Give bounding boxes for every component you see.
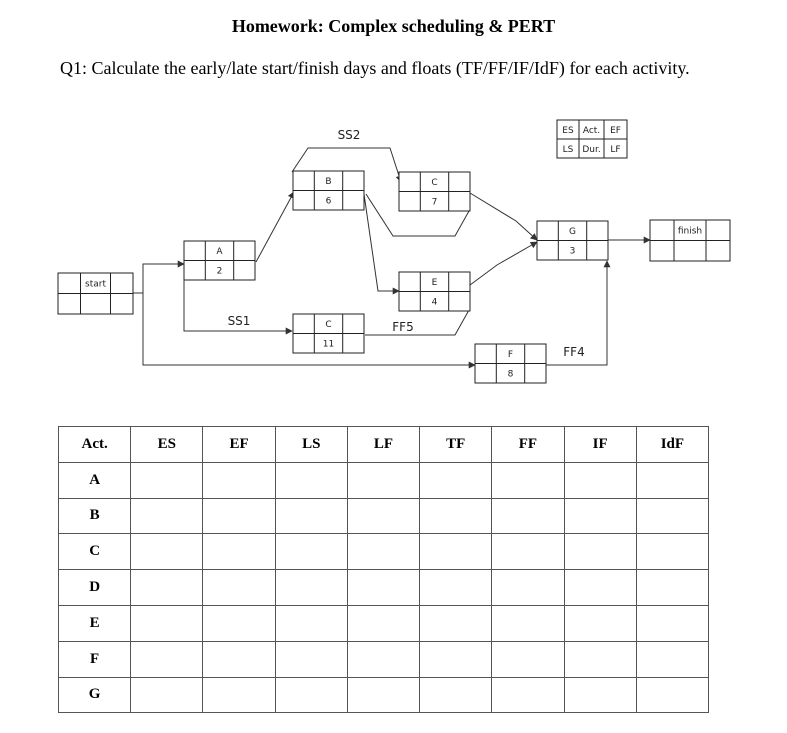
- value-cell: [420, 534, 492, 570]
- legend-lf: LF: [610, 145, 621, 155]
- value-cell: [275, 498, 347, 534]
- value-cell: [203, 605, 275, 641]
- node-duration: 4: [431, 297, 438, 308]
- value-cell: [347, 534, 419, 570]
- value-cell: [131, 498, 203, 534]
- node-label: finish: [677, 226, 703, 237]
- value-cell: [492, 462, 564, 498]
- value-cell: [420, 462, 492, 498]
- value-cell: [275, 462, 347, 498]
- node-label: E: [431, 277, 438, 288]
- value-cell: [492, 570, 564, 606]
- value-cell: [564, 498, 636, 534]
- value-cell: [275, 605, 347, 641]
- page-title: Homework: Complex scheduling & PERT: [231, 16, 556, 36]
- value-cell: [347, 570, 419, 606]
- relation-ff4-label: FF4: [563, 345, 585, 359]
- schedule-table: [58, 426, 709, 713]
- node-g: [537, 221, 608, 260]
- column-header-if: IF: [564, 427, 636, 463]
- value-cell: [420, 498, 492, 534]
- value-cell: [636, 462, 708, 498]
- value-cell: [131, 605, 203, 641]
- relation-ss2-label: SS2: [337, 128, 361, 142]
- table-header-row: [59, 427, 709, 463]
- node-a: [184, 241, 255, 280]
- value-cell: [275, 570, 347, 606]
- activity-cell: E: [59, 605, 131, 641]
- node-label: G: [569, 226, 576, 237]
- activity-cell: C: [59, 534, 131, 570]
- value-cell: [203, 498, 275, 534]
- value-cell: [203, 570, 275, 606]
- edge-e-g: [470, 242, 537, 285]
- value-cell: [275, 641, 347, 677]
- table-row: [59, 677, 709, 713]
- value-cell: [203, 534, 275, 570]
- legend-ef: EF: [610, 126, 621, 136]
- legend-act: Act.: [582, 126, 601, 136]
- value-cell: [564, 677, 636, 713]
- node-finish: [650, 220, 730, 261]
- column-header-ef: EF: [203, 427, 275, 463]
- edge-c-e-ff5: [365, 310, 469, 335]
- value-cell: [636, 498, 708, 534]
- table-row: [59, 534, 709, 570]
- legend-es: ES: [562, 126, 574, 136]
- value-cell: [564, 605, 636, 641]
- legend-node: [557, 120, 627, 158]
- value-cell: [275, 677, 347, 713]
- value-cell: [347, 498, 419, 534]
- activity-cell: D: [59, 570, 131, 606]
- value-cell: [564, 462, 636, 498]
- edge-c-g: [470, 193, 537, 240]
- node-duration: 8: [507, 369, 514, 380]
- value-cell: [203, 462, 275, 498]
- node-c-top: [399, 172, 470, 211]
- value-cell: [131, 462, 203, 498]
- value-cell: [203, 677, 275, 713]
- column-header-idf: IdF: [636, 427, 708, 463]
- value-cell: [347, 605, 419, 641]
- value-cell: [564, 534, 636, 570]
- column-header-ff: FF: [492, 427, 564, 463]
- value-cell: [420, 641, 492, 677]
- node-c-mid: [293, 314, 364, 353]
- node-e: [399, 272, 470, 311]
- edge-b-e: [364, 194, 399, 291]
- value-cell: [131, 641, 203, 677]
- value-cell: [492, 605, 564, 641]
- node-f: [475, 344, 546, 383]
- node-label: A: [216, 246, 223, 257]
- value-cell: [492, 534, 564, 570]
- node-label: C: [325, 319, 332, 330]
- node-label: B: [325, 176, 332, 187]
- legend-ls: LS: [562, 145, 574, 155]
- edge-start-a: [133, 264, 184, 293]
- node-duration: 3: [569, 246, 576, 257]
- value-cell: [492, 498, 564, 534]
- relation-ff5-label: FF5: [392, 320, 414, 334]
- value-cell: [420, 570, 492, 606]
- value-cell: [420, 677, 492, 713]
- value-cell: [492, 641, 564, 677]
- value-cell: [420, 605, 492, 641]
- node-label: F: [507, 349, 514, 360]
- node-b: [293, 171, 364, 210]
- node-start: [58, 273, 133, 314]
- value-cell: [636, 641, 708, 677]
- value-cell: [275, 534, 347, 570]
- value-cell: [636, 534, 708, 570]
- activity-cell: A: [59, 462, 131, 498]
- column-header-es: ES: [131, 427, 203, 463]
- value-cell: [347, 462, 419, 498]
- table-row: [59, 462, 709, 498]
- value-cell: [347, 641, 419, 677]
- table-row: [59, 605, 709, 641]
- value-cell: [636, 677, 708, 713]
- table-row: [59, 498, 709, 534]
- question-text: Q1: Calculate the early/late start/finish days and floats (TF/FF/IF/IdF) for each activity.: [60, 58, 690, 78]
- value-cell: [492, 677, 564, 713]
- activity-cell: G: [59, 677, 131, 713]
- value-cell: [564, 641, 636, 677]
- column-header-lf: LF: [347, 427, 419, 463]
- node-label: C: [431, 177, 438, 188]
- value-cell: [347, 677, 419, 713]
- node-duration: 2: [216, 266, 223, 277]
- node-duration: 6: [325, 196, 332, 207]
- relation-ss1-label: SS1: [227, 314, 251, 328]
- activity-cell: F: [59, 641, 131, 677]
- node-duration: 7: [431, 197, 438, 208]
- value-cell: [203, 641, 275, 677]
- table-row: [59, 570, 709, 606]
- value-cell: [131, 534, 203, 570]
- activity-cell: B: [59, 498, 131, 534]
- legend-dur: Dur.: [582, 145, 601, 155]
- value-cell: [131, 570, 203, 606]
- value-cell: [636, 605, 708, 641]
- column-header-ls: LS: [275, 427, 347, 463]
- node-label: start: [85, 279, 106, 290]
- value-cell: [131, 677, 203, 713]
- edge-a-b: [256, 192, 294, 262]
- node-duration: 11: [322, 339, 335, 350]
- column-header-act: Act.: [59, 427, 131, 463]
- network-nodes: [58, 171, 730, 383]
- value-cell: [564, 570, 636, 606]
- column-header-tf: TF: [420, 427, 492, 463]
- table-row: [59, 641, 709, 677]
- value-cell: [636, 570, 708, 606]
